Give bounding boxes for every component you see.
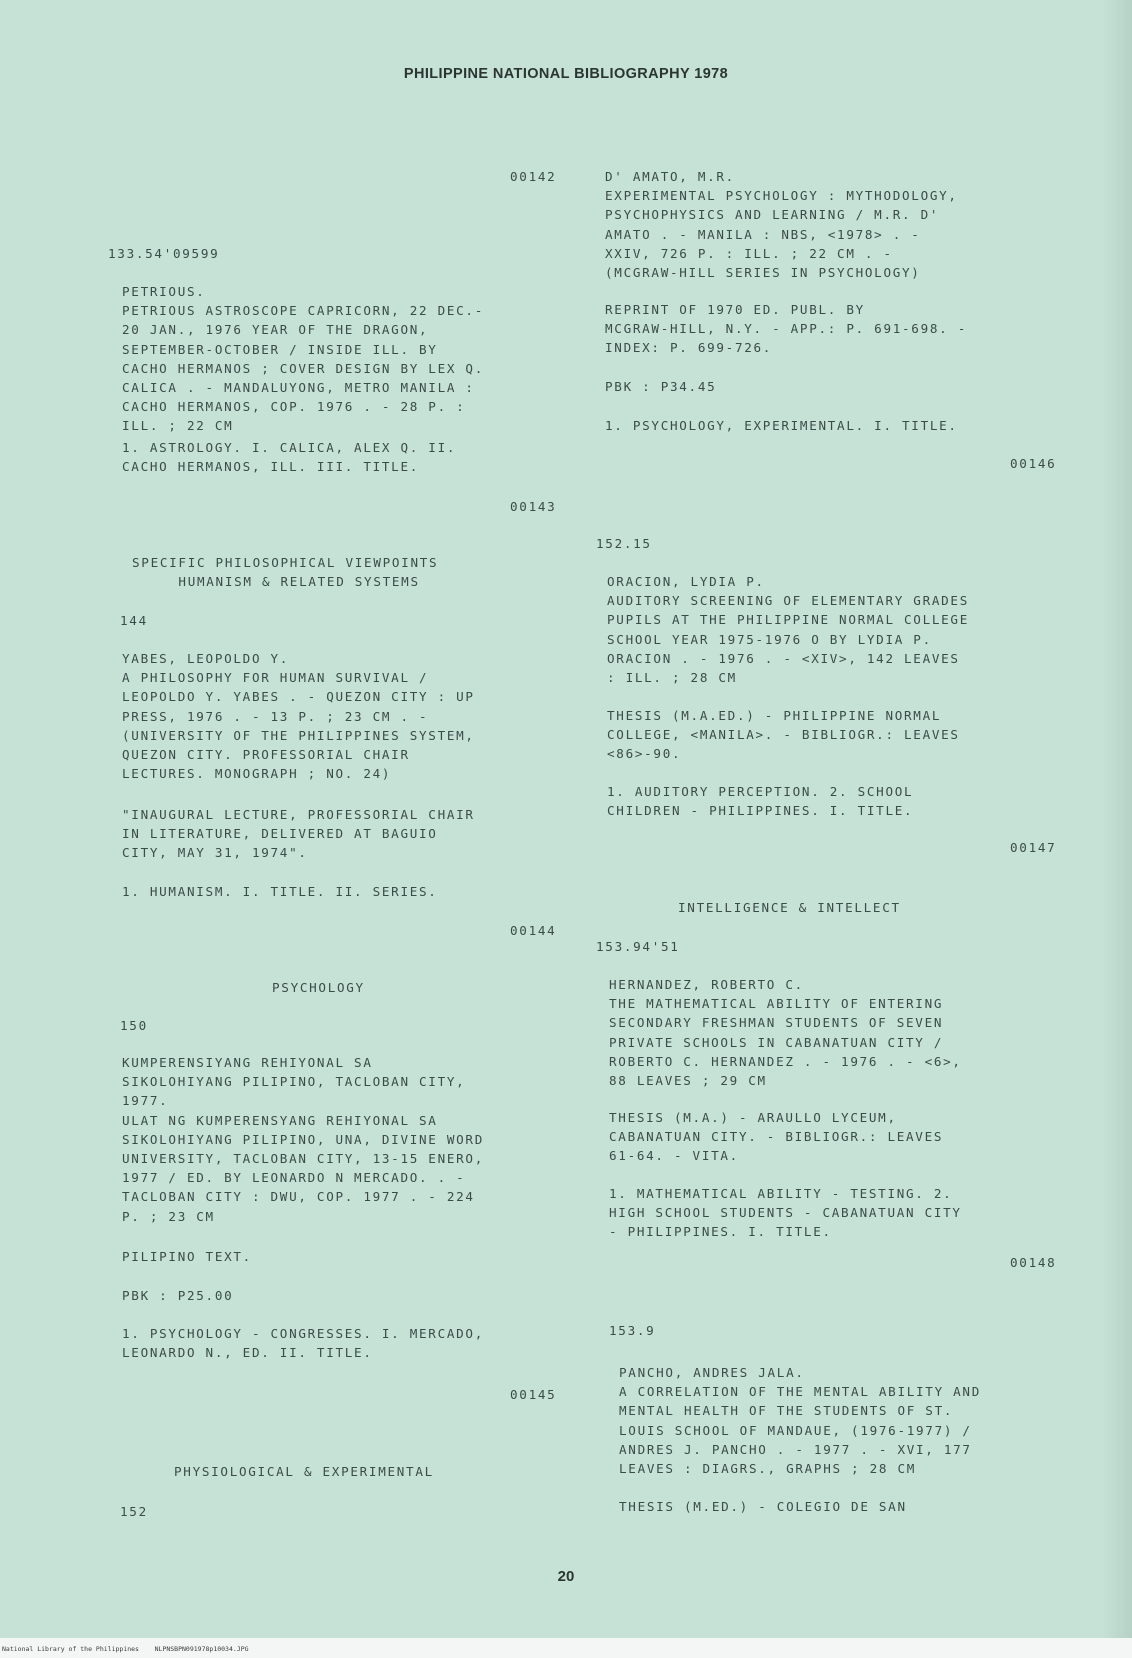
section-heading: PHYSIOLOGICAL & EXPERIMENTAL (174, 1464, 434, 1479)
classification-number: 144 (120, 613, 148, 628)
entry-note: THESIS (M.A.ED.) - PHILIPPINE NORMAL COLLEGE, <MANILA>. - BIBLIOGR.: LEAVES <86>-90. (607, 708, 960, 762)
classification-number: 133.54'09599 (108, 246, 220, 261)
entry-note: REPRINT OF 1970 ED. PUBL. BY MCGRAW-HILL, N.Y. - APP.: P. 691-698. - INDEX: P. 699-726. (605, 302, 968, 356)
entry-note: THESIS (M.ED.) - COLEGIO DE SAN (619, 1499, 907, 1514)
record-number: 00144 (510, 923, 557, 938)
entry-description: ORACION, LYDIA P. AUDITORY SCREENING OF ELEMENTARY GRADES PUPILS AT THE PHILIPPINE NORMAL COLLEGE SCHOOL YEAR 1975-1976 O BY LYDIA P. ORACION . - 1976 . - <XIV>, 142 LEAVES : ILL. ; 28 CM (607, 574, 970, 686)
page-title: PHILIPPINE NATIONAL BIBLIOGRAPHY 1978 (403, 66, 729, 82)
record-number: 00142 (510, 169, 557, 184)
record-number: 00148 (1010, 1255, 1057, 1270)
page-edge-shadow (1102, 0, 1132, 1658)
classification-number: 153.9 (609, 1323, 656, 1338)
subject-tracings: 1. PSYCHOLOGY, EXPERIMENTAL. I. TITLE. (605, 418, 958, 433)
record-number: 00145 (510, 1387, 557, 1402)
entry-description: D' AMATO, M.R. EXPERIMENTAL PSYCHOLOGY : MYTHODOLOGY, PSYCHOPHYSICS AND LEARNING / M.R. D' AMATO . - MANILA : NBS, <1978> . - XXIV, 726 P. : ILL. ; 22 CM . - (MCGRAW-HILL SERIES IN PSYCHOLOGY) (605, 169, 958, 281)
entry-description: HERNANDEZ, ROBERTO C. THE MATHEMATICAL ABILITY OF ENTERING SECONDARY FRESHMAN STUDENTS OF SEVEN PRIVATE SCHOOLS IN CABANATUAN CITY / ROBERTO C. HERNANDEZ . - 1976 . - <6>, 88 LEAVES ; 29 CM (609, 977, 962, 1089)
classification-number: 152 (120, 1504, 148, 1519)
classification-number: 150 (120, 1018, 148, 1033)
record-number: 00146 (1010, 456, 1057, 471)
classification-number: 153.94'51 (596, 939, 680, 954)
entry-description: PETRIOUS. PETRIOUS ASTROSCOPE CAPRICORN, 22 DEC.- 20 JAN., 1976 YEAR OF THE DRAGON, SEPTEMBER-OCTOBER / INSIDE ILL. BY CACHO HERMANOS ; COVER DESIGN BY LEX Q. CALICA . - MANDALUYONG, METRO MANILA : CACHO HERMANOS, COP. 1976 . - 28 P. : ILL. ; 22 CM (122, 284, 485, 434)
price: PBK : P34.45 (605, 379, 717, 394)
section-heading: PSYCHOLOGY (272, 980, 365, 995)
entry-note: "INAUGURAL LECTURE, PROFESSORIAL CHAIR IN LITERATURE, DELIVERED AT BAGUIO CITY, MAY 31, 1974". (122, 807, 475, 861)
section-heading: SPECIFIC PHILOSOPHICAL VIEWPOINTS HUMANISM & RELATED SYSTEMS (132, 555, 439, 590)
entry-description: KUMPERENSIYANG REHIYONAL SA SIKOLOHIYANG PILIPINO, TACLOBAN CITY, 1977. ULAT NG KUMPERENSYANG REHIYONAL SA SIKOLOHIYANG PILIPINO, UNA, DIVINE WORD UNIVERSITY, TACLOBAN CITY, 13-15 ENERO, 1977 / ED. BY LEONARDO N MERCADO. . - TACLOBAN CITY : DWU, COP. 1977 . - 224 P. ; 23 CM (122, 1055, 485, 1224)
price: PBK : P25.00 (122, 1288, 234, 1303)
record-number: 00147 (1010, 840, 1057, 855)
subject-tracings: 1. HUMANISM. I. TITLE. II. SERIES. (122, 884, 438, 899)
subject-tracings: 1. PSYCHOLOGY - CONGRESSES. I. MERCADO, LEONARDO N., ED. II. TITLE. (122, 1326, 485, 1361)
subject-tracings: 1. AUDITORY PERCEPTION. 2. SCHOOL CHILDREN - PHILIPPINES. I. TITLE. (607, 784, 914, 819)
record-number: 00143 (510, 499, 557, 514)
entry-description: YABES, LEOPOLDO Y. A PHILOSOPHY FOR HUMAN SURVIVAL / LEOPOLDO Y. YABES . - QUEZON CITY : UP PRESS, 1976 . - 13 P. ; 23 CM . - (UNIVERSITY OF THE PHILIPPINES SYSTEM, QUEZON CITY. PROFESSORIAL CHAIR LECTURES. MONOGRAPH ; NO. 24) (122, 651, 475, 782)
entry-note: PILIPINO TEXT. (122, 1249, 252, 1264)
section-heading: INTELLIGENCE & INTELLECT (678, 900, 901, 915)
entry-description: PANCHO, ANDRES JALA. A CORRELATION OF THE MENTAL ABILITY AND MENTAL HEALTH OF THE STUDENTS OF ST. LOUIS SCHOOL OF MANDAUE, (1976-1977) / ANDRES J. PANCHO . - 1977 . - XVI, 177 LEAVES : DIAGRS., GRAPHS ; 28 CM (619, 1365, 982, 1477)
entry-note: THESIS (M.A.) - ARAULLO LYCEUM, CABANATUAN CITY. - BIBLIOGR.: LEAVES 61-64. - VITA. (609, 1110, 944, 1164)
page-number: 20 (557, 1568, 575, 1585)
subject-tracings: 1. ASTROLOGY. I. CALICA, ALEX Q. II. CACHO HERMANOS, ILL. III. TITLE. (122, 440, 457, 475)
classification-number: 152.15 (596, 536, 652, 551)
subject-tracings: 1. MATHEMATICAL ABILITY - TESTING. 2. HIGH SCHOOL STUDENTS - CABANATUAN CITY - PHILIPPINES. I. TITLE. (609, 1186, 962, 1240)
scan-footer: National Library of the Philippines NLPNSBPN091978p10034.JPG (2, 1645, 249, 1653)
